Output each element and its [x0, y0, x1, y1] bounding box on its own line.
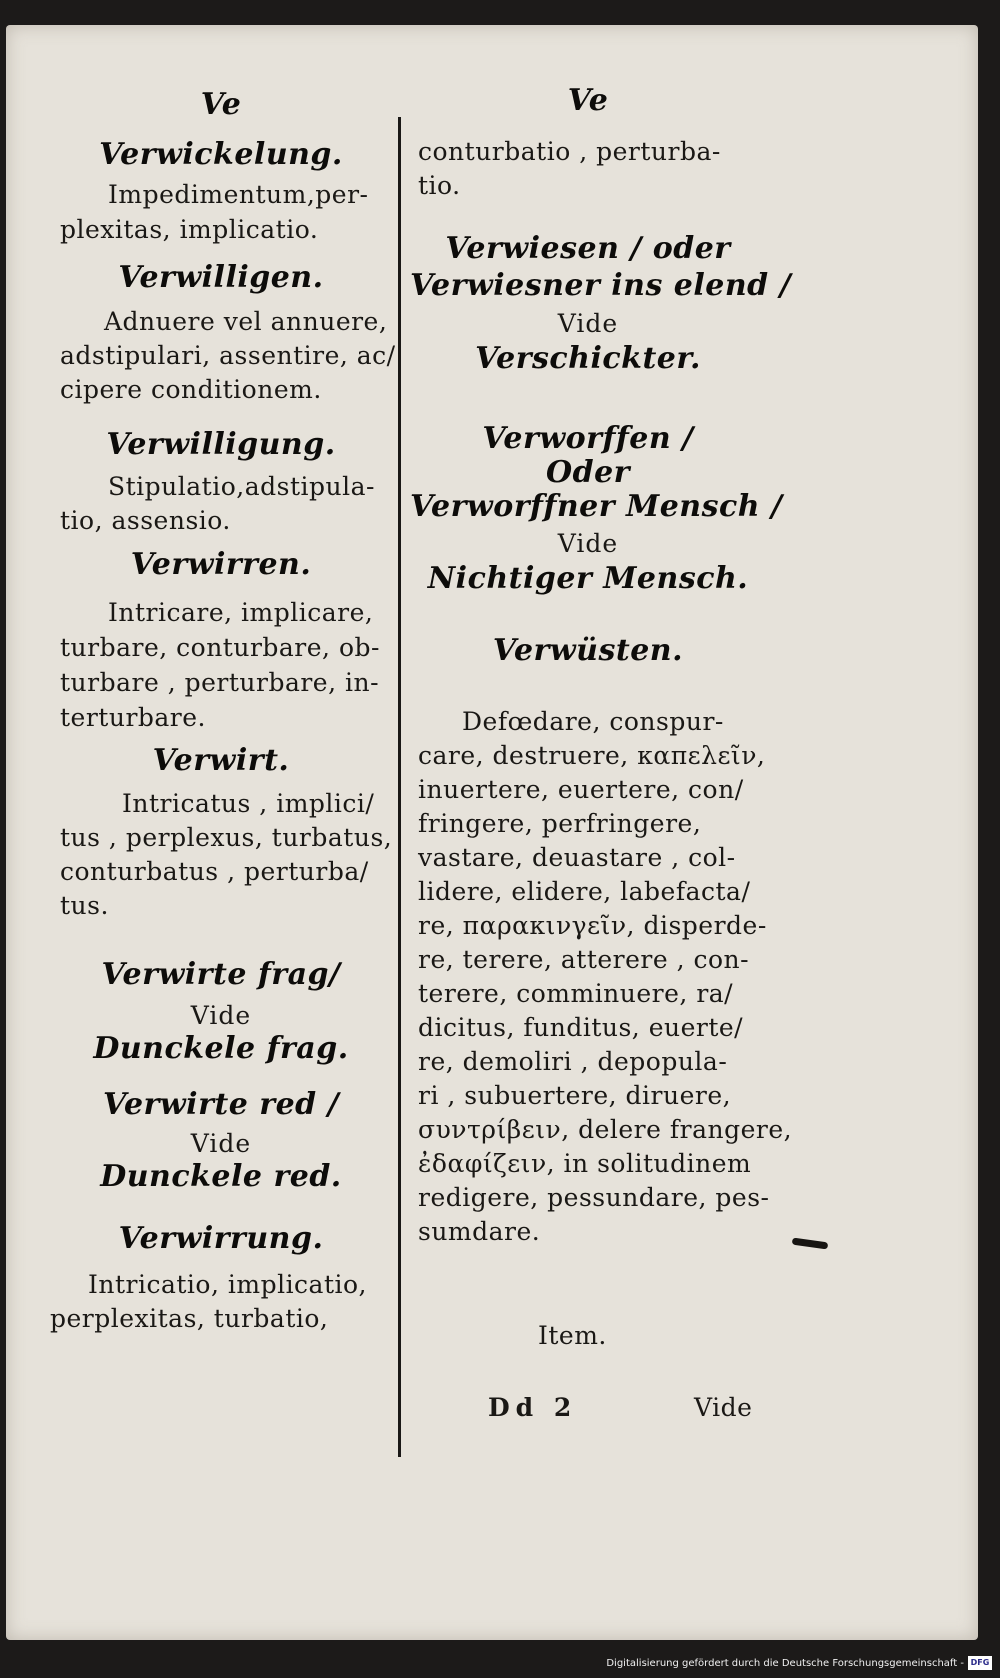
cross-reference: Nichtiger Mensch. — [427, 561, 749, 596]
entry-headword: Verwilligen. — [118, 260, 324, 295]
entry-line: re, παρακινγεῖν, disperde- — [418, 911, 767, 940]
entry-headword: Verwirte frag/ — [101, 957, 341, 992]
entry-line: Adnuere vel annuere, — [104, 307, 388, 336]
entry-headword: Verwirren. — [130, 547, 312, 582]
entry-headword: Verwiesen / oder — [445, 231, 731, 266]
entry-line: Intricatus , implici/ — [122, 789, 375, 818]
entry-line: terturbare. — [60, 703, 206, 732]
entry-line: tio, assensio. — [60, 506, 231, 535]
entry-headword: Verworffen / — [482, 421, 694, 456]
entry-line: tus , perplexus, turbatus, — [60, 823, 393, 852]
left-running-head: Ve — [200, 87, 242, 122]
ink-mark — [792, 1238, 829, 1250]
entry-line: ἐδαφίζειν, in solitudinem — [418, 1149, 752, 1178]
entry-line: care, destruere, καπελεῖν, — [418, 741, 766, 770]
entry-line: συντρίβειν, delere frangere, — [418, 1115, 793, 1144]
entry-headword: Verwickelung. — [99, 137, 343, 172]
vide-label: Vide — [190, 1001, 252, 1030]
entry-headword: Verwüsten. — [492, 633, 684, 668]
entry-line: cipere conditionem. — [60, 375, 322, 404]
entry-line: Intricatio, implicatio, — [88, 1270, 368, 1299]
cross-reference: Verschickter. — [475, 341, 701, 376]
entry-line: redigere, pessundare, pes- — [418, 1183, 770, 1212]
entry-line: lidere, elidere, labefacta/ — [418, 877, 751, 906]
entry-line: Stipulatio,adstipula- — [108, 472, 375, 501]
entry-headword: Verwiesner ins elend / — [410, 268, 792, 303]
book-page — [6, 25, 978, 1640]
cross-reference: Dunckele red. — [100, 1159, 342, 1194]
vide-label: Vide — [557, 529, 619, 558]
cross-reference: Dunckele frag. — [93, 1031, 349, 1066]
entry-line: ri , subuertere, diruere, — [418, 1081, 732, 1110]
entry-line: Intricare, implicare, — [108, 598, 374, 627]
vide-label: Vide — [190, 1129, 252, 1158]
footer-bar — [0, 1652, 1000, 1678]
entry-line: terere, comminuere, ra/ — [418, 979, 734, 1008]
entry-line: turbare, conturbare, ob- — [60, 633, 380, 662]
catchword: Vide — [694, 1393, 753, 1422]
right-running-head: Ve — [567, 83, 609, 118]
entry-headword: Verwirrung. — [118, 1221, 324, 1256]
entry-line: inuertere, euertere, con/ — [418, 775, 744, 804]
entry-line: sumdare. — [418, 1217, 541, 1246]
entry-line: Defœdare, conspur- — [462, 707, 724, 736]
entry-headword: Verwirt. — [152, 743, 290, 778]
entry-headword: Verworffner Mensch / — [410, 489, 783, 524]
entry-headword: Oder — [545, 455, 630, 490]
entry-line: conturbatus , perturba/ — [60, 857, 369, 886]
entry-line: fringere, perfringere, — [418, 809, 702, 838]
footer-credit: Digitalisierung gefördert durch die Deutsche Forschungsgemeinschaft - — [606, 1658, 964, 1669]
entry-line: adstipulari, assentire, ac/ — [60, 341, 396, 370]
entry-line: re, terere, atterere , con- — [418, 945, 750, 974]
entry-line: tio. — [418, 171, 461, 200]
dfg-logo: DFG — [968, 1656, 992, 1670]
entry-headword: Verwilligung. — [106, 427, 336, 462]
entry-line: tus. — [60, 891, 109, 920]
vide-label: Vide — [557, 309, 619, 338]
entry-line: plexitas, implicatio. — [60, 215, 319, 244]
entry-line: conturbatio , perturba- — [418, 137, 721, 166]
entry-line: re, demoliri , depopula- — [418, 1047, 728, 1076]
entry-line: perplexitas, turbatio, — [50, 1304, 329, 1333]
entry-headword: Verwirte red / — [102, 1087, 340, 1122]
signature-mark: Dd 2 — [488, 1393, 578, 1422]
catchword-item: Item. — [538, 1321, 607, 1350]
entry-line: vastare, deuastare , col- — [418, 843, 736, 872]
entry-line: turbare , perturbare, in- — [60, 668, 380, 697]
entry-line: dicitus, funditus, euerte/ — [418, 1013, 744, 1042]
entry-line: Impedimentum,per- — [108, 180, 369, 209]
column-rule — [398, 117, 401, 1457]
